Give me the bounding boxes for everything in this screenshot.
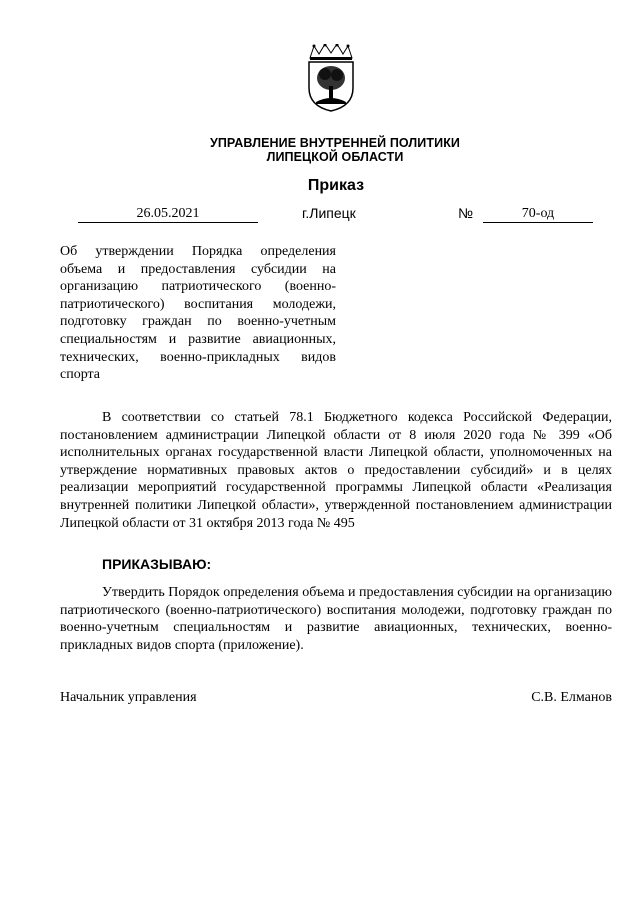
- order-keyword: ПРИКАЗЫВАЮ:: [102, 556, 212, 572]
- order-number: 70-од: [483, 205, 593, 223]
- organization-name-line-2: ЛИПЕЦКОЙ ОБЛАСТИ: [266, 150, 404, 164]
- order-date: 26.05.2021: [78, 205, 258, 223]
- organization-name-line-1: УПРАВЛЕНИЕ ВНУТРЕННЕЙ ПОЛИТИКИ: [209, 136, 461, 150]
- document-type-heading: Приказ: [307, 177, 365, 194]
- signatory-name: С.В. Елманов: [531, 690, 612, 705]
- preamble-paragraph: В соответствии со статьей 78.1 Бюджетного кодекса Российской Федерации, постановлением администрации Липецкой области от 8 июля 2020 года № 399 «Об исполнительных органах государственной власти Липецкой области, уполномоченных на утверждение нормативных правовых актов о предоставлении субсидий» и в целях реализации мероприятий государственной программы Липецкой области «Реализация внутренней политики Липецкой области», утвержденной постановлением администрации Липецкой области от 31 октября 2013 года № 495: [60, 410, 612, 531]
- order-title: Об утверждении Порядка определения объема и предоставления субсидии на организацию патриотического (военно-патриотического) воспитания молодежи, подготовку граждан по военно-учетным специальностям и развитие авиационных, технических, военно-прикладных видов спорта: [60, 244, 336, 383]
- signatory-role: Начальник управления: [60, 690, 197, 705]
- coat-of-arms-icon: [304, 44, 358, 112]
- order-city: г.Липецк: [302, 205, 356, 221]
- order-number-label: №: [458, 205, 474, 221]
- order-text-paragraph: Утвердить Порядок определения объема и предоставления субсидии на организацию патриотического (военно-патриотического) воспитания молодежи, подготовку граждан по военно-учетным специальностям и развитие авиационных, технических, военно-прикладных видов спорта (приложение).: [60, 585, 612, 653]
